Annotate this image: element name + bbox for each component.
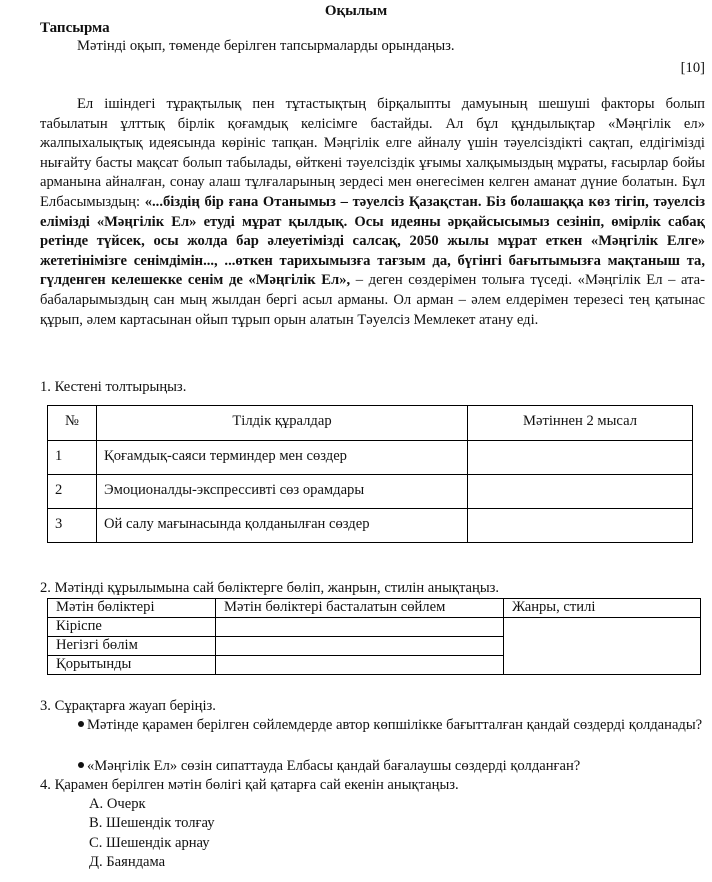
part-label: Негізгі бөлім xyxy=(48,637,216,656)
genre-style-cell[interactable] xyxy=(504,618,701,675)
question-3: 3. Сұрақтарға жауап беріңіз. xyxy=(40,698,216,714)
structure-table xyxy=(47,598,701,675)
answer-options xyxy=(89,795,215,873)
row-label: Эмоционалды-экспрессивті сөз орамдары xyxy=(97,475,468,509)
part-label: Қорытынды xyxy=(48,656,216,675)
table-header-row xyxy=(48,599,701,618)
header-genre-style: Жанры, стилі xyxy=(504,599,701,618)
header-text-parts: Мәтін бөліктері xyxy=(48,599,216,618)
table-row xyxy=(48,441,693,475)
header-start-sentence: Мәтін бөліктері басталатын сөйлем xyxy=(216,599,504,618)
option-b[interactable]: В. Шешендік толғау xyxy=(89,815,215,832)
reading-passage xyxy=(40,95,705,330)
bullet-text: Мәтінде қарамен берілген сөйлемдерде автор көпшілікке бағытталған қандай сөздерді қолданады? xyxy=(87,717,703,733)
header-examples: Мәтіннен 2 мысал xyxy=(468,406,693,441)
question-4: 4. Қарамен берілген мәтін бөлігі қай қатарға сай екенін анықтаңыз. xyxy=(40,777,459,793)
page-heading: Оқылым xyxy=(324,3,388,19)
header-number: № xyxy=(48,406,97,441)
option-c[interactable]: С. Шешендік арнау xyxy=(89,834,210,851)
question-2: 2. Мәтінді құрылымына сай бөліктерге бөліп, жанрын, стилін анықтаңыз. xyxy=(40,580,500,596)
sentence-cell[interactable] xyxy=(216,656,504,675)
row-number: 2 xyxy=(48,475,97,509)
sentence-cell[interactable] xyxy=(216,637,504,656)
task-title: Тапсырма xyxy=(40,20,110,36)
passage-bold-quote: «...біздің бір ғана Отанымыз – тәуелсіз Қазақстан. Біз болашаққа көз тігіп, тәуелсіз елімізді «Мәңгілік Ел» етуді мұрат қылдық. Осы идеяны әрқайсысымыз сезініп, өмірлік сабақ ретінде түйсек, осы жолда бар әлеуетімізді салсақ, 2050 жылы мұрат еткен «Мәңгілік Елге» жететінімізге сенімдімін..., ...өткен тарихымызға тағзым да, бүгінгі бағытымызға мақтаныш та, гүлденген келешекке сенім де «Мәңгілік Ел», xyxy=(40,193,706,289)
score-marks: [10] xyxy=(680,60,705,76)
bullet-dot-icon xyxy=(78,762,84,768)
row-number: 3 xyxy=(48,509,97,543)
passage-ending: – деген сөздерімен толыға түседі. «Мәңгілік Ел – ата-бабаларымыздың сан мың жылдан бергі асыл арманы. Ол арман – әлем елдерімен терезесі тең қатынас құрып, әлем картасынан ойып тұрып орын алатын Тәуелсіз Мемлекет атану еді. xyxy=(40,272,705,328)
instruction-text: Мәтінді оқып, төменде берілген тапсырмаларды орындаңыз. xyxy=(77,38,455,54)
sentence-cell[interactable] xyxy=(216,618,504,637)
table-row xyxy=(48,509,693,543)
header-language-tools: Тілдік құралдар xyxy=(97,406,468,441)
row-label: Ой салу мағынасында қолданылған сөздер xyxy=(97,509,468,543)
bullet-dot-icon xyxy=(78,721,84,727)
table-row xyxy=(48,475,693,509)
part-label: Кіріспе xyxy=(48,618,216,637)
row-number: 1 xyxy=(48,441,97,475)
bullet-item xyxy=(78,757,706,776)
table-row xyxy=(48,618,701,637)
passage-intro: Ел ішіндегі тұрақтылық пен тұтастықтың бірқалыпты дамуының шешуші факторы болып табылатын ұлттық бірлік қоғамдық келісімге бастайды. Ал бұл құндылықтар «Мәңгілік ел» жалпыхалықтық идеясында көрініс тапқан. Мәңгілік елге айналу үшін тәуелсіздікті сақтап, елдігімізді нығайту басты мақсат болып табылады, өйткені тәуелсіздік ұғымы халқымыздың мұраты, ғасырлар бойы арманына айналған, сонау алаш тұлғаларының зердесі мен өнегесімен келген аманат дүние болатын. Бұл Елбасымыздың: xyxy=(40,96,705,210)
example-cell[interactable] xyxy=(468,475,693,509)
example-cell[interactable] xyxy=(468,509,693,543)
option-a[interactable]: А. Очерк xyxy=(89,796,146,812)
example-cell[interactable] xyxy=(468,441,693,475)
table-header-row xyxy=(48,406,693,441)
bullet-item xyxy=(78,716,706,735)
row-label: Қоғамдық-саяси терминдер мен сөздер xyxy=(97,441,468,475)
question-1: 1. Кестені толтырыңыз. xyxy=(40,379,187,395)
language-tools-table xyxy=(47,405,693,543)
bullet-text: «Мәңгілік Ел» сөзін сипаттауда Елбасы қандай бағалаушы сөздерді қолданған? xyxy=(87,758,581,774)
option-d[interactable]: Д. Баяндама xyxy=(89,854,166,871)
